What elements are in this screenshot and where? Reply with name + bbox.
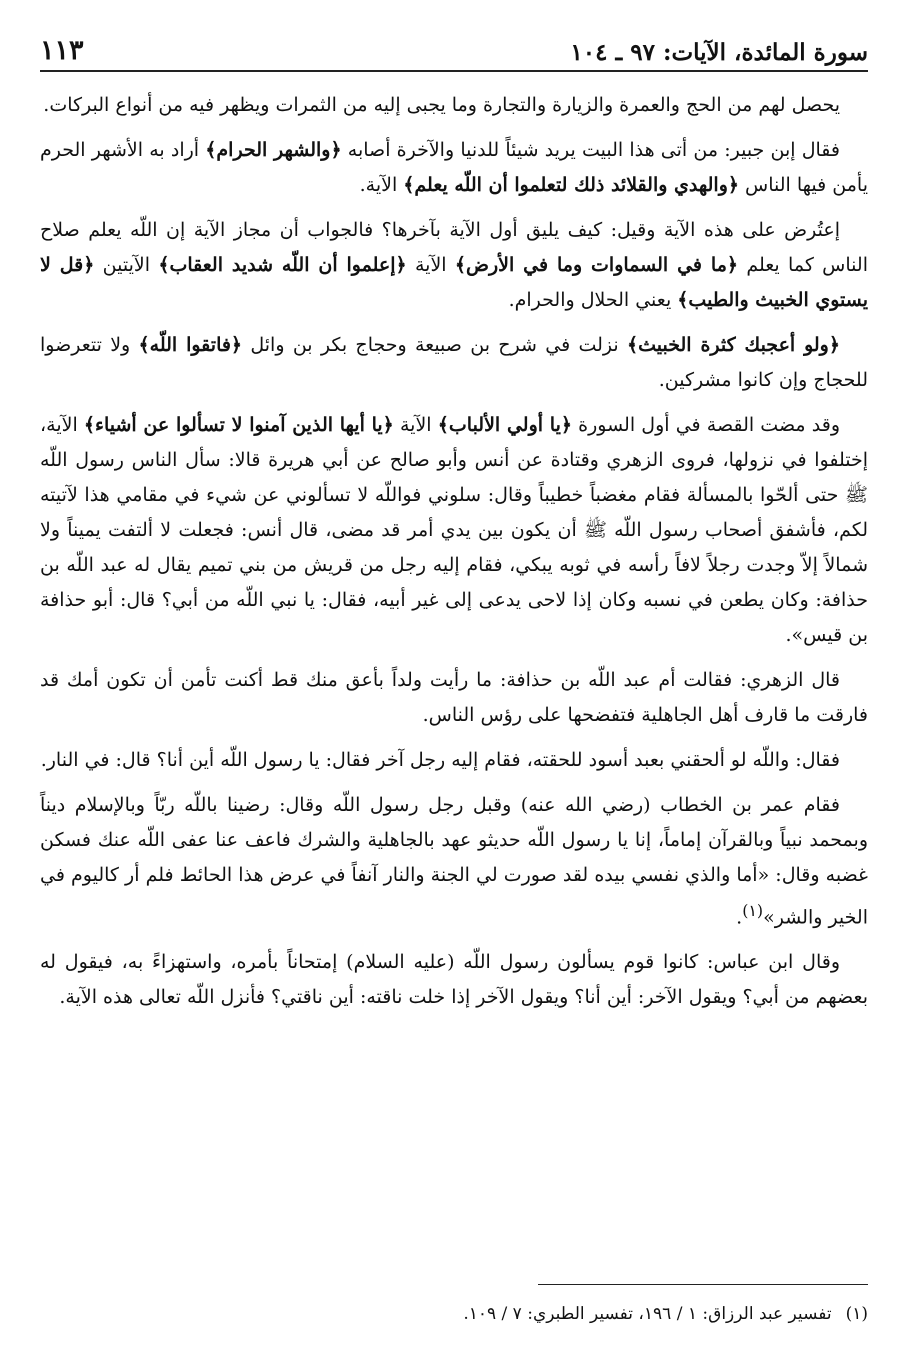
- text-segment: نزلت في شرح بن صبيعة وحجاج بكر بن وائل: [242, 334, 627, 356]
- running-title: سورة المائدة، الآيات: ٩٧ ـ ١٠٤: [570, 39, 868, 66]
- text-segment: يعني الحلال والحرام.: [508, 289, 678, 311]
- footnote-rule: [538, 1284, 868, 1285]
- text-segment: فقال: واللّه لو ألحقني بعبد أسود للحقته، فقام إليه رجل آخر فقال: يا رسول اللّه أين أنا؟ قال: في النار.: [40, 749, 840, 771]
- paragraph: [40, 88, 868, 123]
- text-segment: يحصل لهم من الحج والعمرة والزيارة والتجارة وما يجبى إليه من الثمرات ويظهر فيه من أنواع البركات.: [43, 94, 840, 116]
- quranic-quote: ﴿فاتقوا اللّه﴾: [138, 334, 243, 356]
- page-header: [40, 26, 868, 66]
- text-segment: وقد مضت القصة في أول السورة: [571, 414, 841, 436]
- paragraph: [40, 408, 868, 653]
- paragraph: [40, 133, 868, 203]
- text-segment: الآية.: [359, 174, 404, 196]
- paragraph: [40, 213, 868, 318]
- text-segment: فقال إبن جبير: من أتى هذا البيت يريد شيئاً للدنيا والآخرة أصابه: [341, 139, 840, 161]
- quranic-quote: ﴿ما في السماوات وما في الأرض﴾: [454, 254, 738, 276]
- quranic-quote: ﴿قل لا يستوي الخبيث والطيب﴾: [40, 254, 868, 311]
- paragraph: [40, 328, 868, 398]
- footnote-text: تفسير عبد الرزاق: ١ / ١٩٦، تفسير الطبري: ٧ / ١٠٩.: [463, 1304, 832, 1324]
- text-segment: إعتُرض على هذه الآية وقيل: كيف يليق أول الآية بآخرها؟ فالجواب أن مجاز الآية إن اللّه يعلم صلاح الناس كما يعلم: [40, 219, 868, 276]
- text-segment: .: [736, 906, 743, 929]
- page-number: ١١٣: [40, 35, 84, 66]
- paragraph: [40, 945, 868, 1015]
- footnote-marker: (١): [742, 901, 764, 920]
- footnote-number: (١): [845, 1304, 868, 1324]
- paragraph: [40, 743, 868, 778]
- quranic-quote: ﴿والشهر الحرام﴾: [205, 139, 342, 161]
- quranic-quote: ﴿يا أيها الذين آمنوا لا تسألوا عن أشياء﴾: [83, 414, 394, 436]
- text-segment: الآية، إختلفوا في نزولها، فروى الزهري وقتادة عن أنس وأبو صالح عن أبي هريرة قالا: سأل الناس رسول اللّه ﷺ حتى ألحّوا بالمسألة فقام مغضباً خطيباً وقال: سلوني فواللّه لا تسألوني عن شيء في مقامي هذا لآتيته لكم، فأشفق أصحاب رسول اللّه ﷺ أن يكون بين يدي أمر قد مضى، قال أنس: فجعلت لا ألتفت يميناً ولا شمالاً إلاّ وجدت رجلاً لافاً رأسه في ثوبه يبكي، فقام إليه رجل من قريش من بني تميم يقال له عبد اللّه بن حذافة: وكان يطعن في نسبه وكان إذا لاحى يدعى إلى غير أبيه، فقال: يا نبي اللّه من أبي؟ قال: أبو حذافة بن قيس».: [40, 414, 868, 646]
- paragraph: [40, 663, 868, 733]
- quranic-quote: ﴿إعلموا أن اللّه شديد العقاب﴾: [158, 254, 407, 276]
- quranic-quote: ﴿يا أولي الألباب﴾: [437, 414, 572, 436]
- quranic-quote: ﴿والهدي والقلائد ذلك لتعلموا أن اللّه يعلم﴾: [403, 174, 740, 196]
- text-segment: فقام عمر بن الخطاب (رضي الله عنه) وقبل رجل رسول اللّه وقال: رضينا باللّه ربّاً وبالإسلام ديناً وبمحمد نبياً وبالقرآن إماماً، إنا يا رسول اللّه حديثو عهد بالجاهلية والشرك فاعف عنا عفى اللّه عنك فسكن غضبه وقال: «أما والذي نفسي بيده لقد صورت لي الجنة والنار آنفاً في عرض هذا الحائط فلم أر كاليوم في الخير والشر»: [40, 794, 868, 929]
- text-segment: قال الزهري: فقالت أم عبد اللّه بن حذافة: ما رأيت ولداً بأعق منك قط أكنت تأمن أن تكون أمك قد فارقت ما قارف أهل الجاهلية فتفضحها على رؤس الناس.: [40, 669, 868, 726]
- text-segment: وقال ابن عباس: كانوا قوم يسألون رسول اللّه (عليه السلام) إمتحاناً بأمره، واستهزاءً به، فيقول له بعضهم من أبي؟ ويقول الآخر: أين أنا؟ ويقول الآخر إذا خلت ناقته: أين ناقتي؟ فأنزل اللّه تعالى هذه الآية.: [40, 951, 868, 1009]
- text-segment: الآية: [406, 254, 455, 276]
- quranic-quote: ﴿ولو أعجبك كثرة الخبيث﴾: [627, 334, 840, 356]
- footnote: [40, 1300, 868, 1328]
- text-segment: الآية: [393, 414, 438, 436]
- body-text: [40, 88, 868, 1025]
- text-segment: الآيتين: [94, 254, 159, 276]
- text-segment: ولا تتعرضوا للحجاج وإن كانوا مشركين.: [40, 334, 868, 391]
- paragraph: [40, 788, 868, 935]
- header-rule: [40, 70, 868, 72]
- text-segment: أراد به الأشهر الحرم يأمن فيها الناس: [40, 139, 868, 196]
